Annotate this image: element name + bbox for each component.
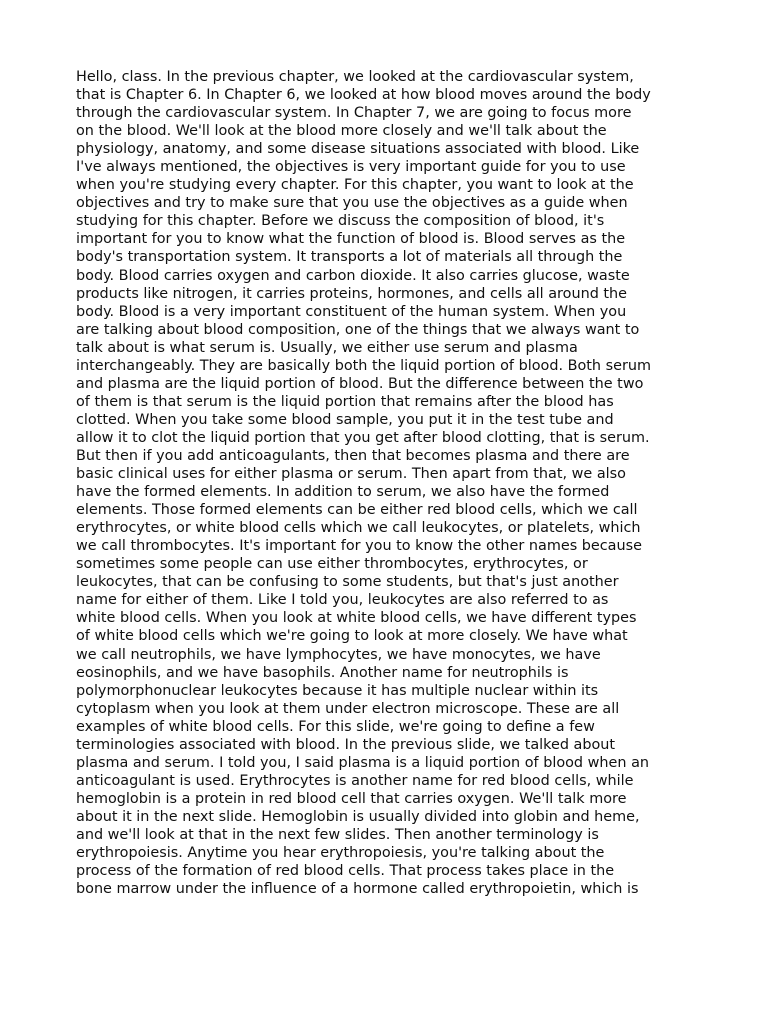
text-line: through the cardiovascular system. In Chapter 7, we are going to focus more xyxy=(76,105,632,122)
text-line: that is Chapter 6. In Chapter 6, we looked at how blood moves around the body xyxy=(76,87,651,104)
text-line: allow it to clot the liquid portion that you get after blood clotting, that is serum. xyxy=(76,429,650,446)
text-line: I've always mentioned, the objectives is very important guide for you to use xyxy=(76,159,626,176)
text-line: objectives and try to make sure that you use the objectives as a guide when xyxy=(76,195,628,212)
text-line: But then if you add anticoagulants, then that becomes plasma and there are xyxy=(76,447,630,464)
text-line: leukocytes, that can be confusing to some students, but that's just another xyxy=(76,574,619,591)
text-line: of them is that serum is the liquid portion that remains after the blood has xyxy=(76,393,614,410)
text-line: cytoplasm when you look at them under electron microscope. These are all xyxy=(76,700,620,717)
text-line: white blood cells. When you look at white blood cells, we have different types xyxy=(76,610,637,627)
text-line: important for you to know what the function of blood is. Blood serves as the xyxy=(76,231,626,248)
text-line: name for either of them. Like I told you, leukocytes are also referred to as xyxy=(76,592,609,609)
text-line: we call thrombocytes. It's important for you to know the other names because xyxy=(76,538,642,555)
text-line: interchangeably. They are basically both the liquid portion of blood. Both serum xyxy=(76,357,652,374)
text-line: when you're studying every chapter. For this chapter, you want to look at the xyxy=(76,177,634,194)
text-line: and we'll look at that in the next few slides. Then another terminology is xyxy=(76,826,599,843)
text-line: erythrocytes, or white blood cells which we call leukocytes, or platelets, which xyxy=(76,520,641,537)
text-line: have the formed elements. In addition to serum, we also have the formed xyxy=(76,484,610,501)
text-line: bone marrow under the influence of a hormone called erythropoietin, which is xyxy=(76,881,639,898)
text-line: polymorphonuclear leukocytes because it has multiple nuclear within its xyxy=(76,682,599,699)
text-line: physiology, anatomy, and some disease situations associated with blood. Like xyxy=(76,141,640,158)
text-line: are talking about blood composition, one of the things that we always want to xyxy=(76,321,640,338)
text-line: plasma and serum. I told you, I said plasma is a liquid portion of blood when an xyxy=(76,754,650,771)
text-line: basic clinical uses for either plasma or serum. Then apart from that, we also xyxy=(76,466,626,483)
text-line: examples of white blood cells. For this slide, we're going to define a few xyxy=(76,718,595,735)
text-line: body. Blood carries oxygen and carbon dioxide. It also carries glucose, waste xyxy=(76,267,630,284)
text-line: on the blood. We'll look at the blood more closely and we'll talk about the xyxy=(76,123,607,140)
text-line: body. Blood is a very important constituent of the human system. When you xyxy=(76,303,627,320)
text-line: hemoglobin is a protein in red blood cell that carries oxygen. We'll talk more xyxy=(76,790,627,807)
text-line: clotted. When you take some blood sample, you put it in the test tube and xyxy=(76,411,614,428)
text-line: of white blood cells which we're going to look at more closely. We have what xyxy=(76,628,628,645)
text-line: erythropoiesis. Anytime you hear erythropoiesis, you're talking about the xyxy=(76,845,605,862)
text-line: eosinophils, and we have basophils. Another name for neutrophils is xyxy=(76,664,569,681)
text-line: Hello, class. In the previous chapter, we looked at the cardiovascular system, xyxy=(76,69,634,85)
text-line: we call neutrophils, we have lymphocytes, we have monocytes, we have xyxy=(76,646,601,663)
text-line: sometimes some people can use either thrombocytes, erythrocytes, or xyxy=(76,556,588,573)
text-line: and plasma are the liquid portion of blood. But the difference between the two xyxy=(76,375,644,392)
text-line: talk about is what serum is. Usually, we either use serum and plasma xyxy=(76,339,578,356)
text-line: body's transportation system. It transports a lot of materials all through the xyxy=(76,249,623,266)
body-text xyxy=(76,68,716,898)
text-line: products like nitrogen, it carries proteins, hormones, and cells all around the xyxy=(76,285,628,302)
text-line: about it in the next slide. Hemoglobin is usually divided into globin and heme, xyxy=(76,808,640,825)
text-line: process of the formation of red blood cells. That process takes place in the xyxy=(76,863,615,880)
text-line: elements. Those formed elements can be either red blood cells, which we call xyxy=(76,502,638,519)
text-line: anticoagulant is used. Erythrocytes is another name for red blood cells, while xyxy=(76,772,634,789)
text-line: terminologies associated with blood. In the previous slide, we talked about xyxy=(76,736,616,753)
text-line: studying for this chapter. Before we discuss the composition of blood, it's xyxy=(76,213,605,230)
